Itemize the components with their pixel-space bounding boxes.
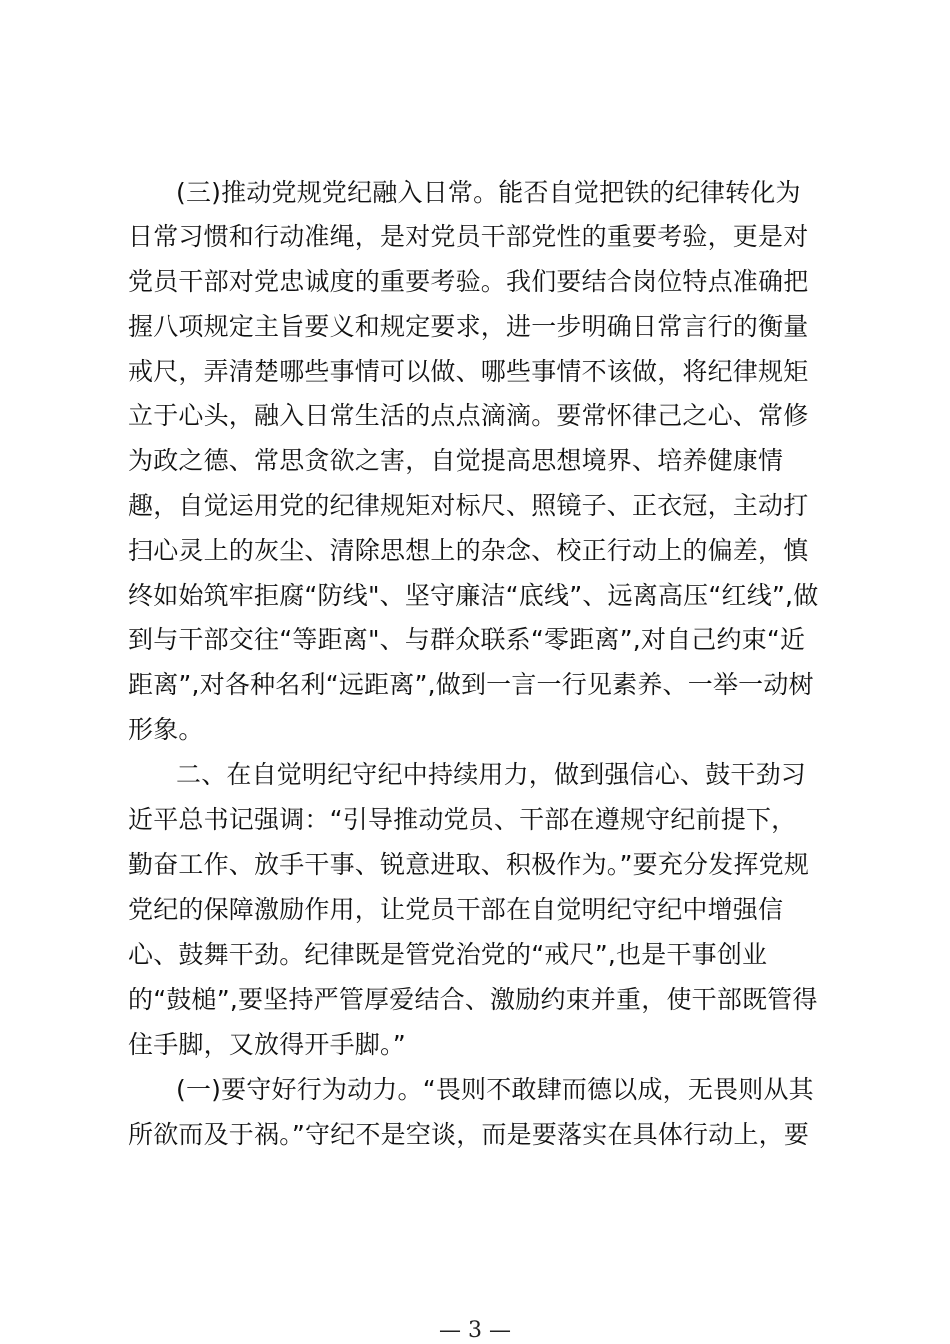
paragraph-line: 党员干部对党忠诚度的重要考验。我们要结合岗位特点准确把: [128, 267, 809, 296]
paragraph-line: 勤奋工作、放手干事、锐意进取、积极作为。”要充分发挥党规: [128, 850, 810, 879]
paragraph-line: (三)推动党规党纪融入日常。能否自觉把铁的纪律转化为: [176, 178, 801, 207]
paragraph-line: 距离”,对各种名利“远距离”,做到一言一行见素养、一举一动树: [128, 670, 814, 699]
paragraph-line: 立于心头，融入日常生活的点点滴滴。要常怀律己之心、常修: [128, 401, 809, 430]
paragraph-line: 近平总书记强调：“引导推动党员、干部在遵规守纪前提下，: [128, 805, 797, 834]
paragraph-line: 握八项规定主旨要义和规定要求，进一步明确日常言行的衡量: [128, 312, 809, 341]
section-heading-line: 二、在自觉明纪守纪中持续用力，做到强信心、鼓干劲习: [176, 760, 807, 789]
paragraph-line: 为政之德、常思贪欲之害，自觉提高思想境界、培养健康情: [128, 446, 784, 475]
paragraph-line: 的“鼓槌”,要坚持严管厚爱结合、激励约束并重，使干部既管得: [128, 985, 818, 1014]
paragraph-line: 所欲而及于祸。”守纪不是空谈，而是要落实在具体行动上，要: [128, 1120, 810, 1149]
paragraph-line: 到与干部交往“等距离"、与群众联系“零距离”,对自己约束“近: [128, 625, 806, 654]
page-number: — 3 —: [439, 1318, 511, 1343]
paragraph-line: (一)要守好行为动力。“畏则不敢肆而德以成，无畏则从其: [176, 1075, 814, 1104]
paragraph-line: 形象。: [128, 715, 204, 744]
paragraph-line: 戒尺，弄清楚哪些事情可以做、哪些事情不该做，将纪律规矩: [128, 357, 809, 386]
paragraph-line: 党纪的保障激励作用，让党员干部在自觉明纪守纪中增强信: [128, 895, 784, 924]
paragraph-line: 心、鼓舞干劲。纪律既是管党治党的“戒尺”,也是干事创业: [128, 940, 768, 969]
paragraph-line: 住手脚，又放得开手脚。”: [128, 1030, 406, 1059]
paragraph-line: 日常习惯和行动准绳，是对党员干部党性的重要考验，更是对: [128, 222, 809, 251]
paragraph-line: 扫心灵上的灰尘、清除思想上的杂念、校正行动上的偏差，慎: [128, 536, 809, 565]
paragraph-line: 终如始筑牢拒腐“防线"、坚守廉洁“底线”、远离高压“红线”,做: [128, 581, 819, 610]
paragraph-line: 趣，自觉运用党的纪律规矩对标尺、照镜子、正衣冠，主动打: [128, 491, 809, 520]
